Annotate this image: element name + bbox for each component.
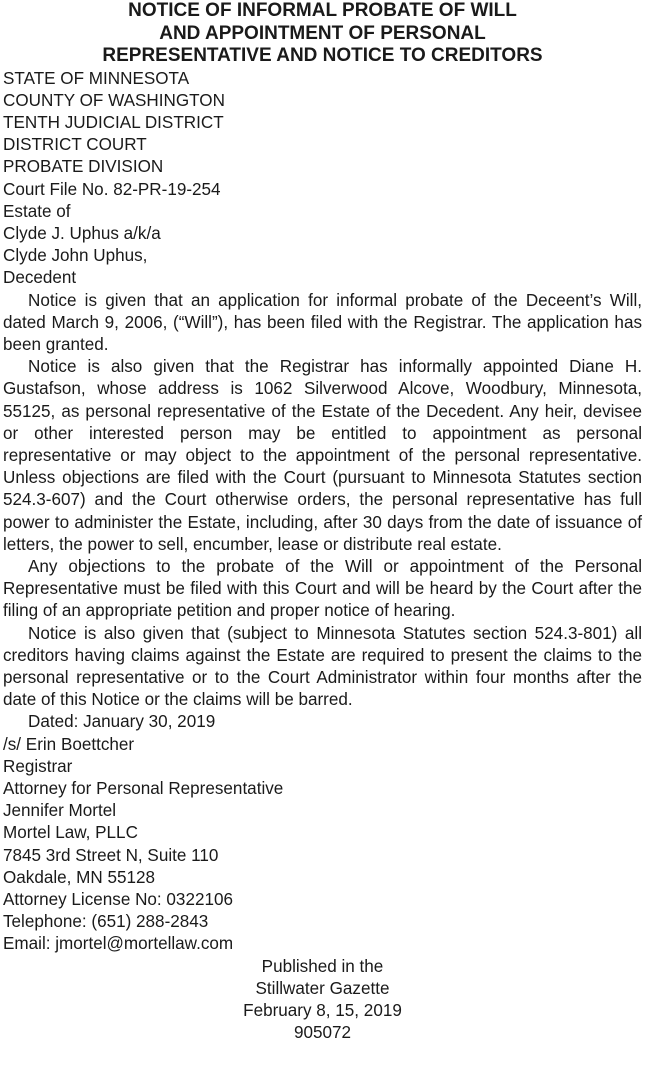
body-paragraph: Notice is also given that the Registrar has informally appointed Diane H. Gustafson, whose address is 1062 Silverwood Alcove, Woodbury, Minnesota, 55125, as personal representative of the Estate of the Decedent. Any heir, devisee or other interested person may be entitled to appointment as personal representative or may object to the appointment of the personal representative. Unless objections are filed with the Court (pursuant to Minnesota Statutes section 524.3-607) and the Court otherwise orders, the personal representative has full power to administer the Estate, including, after 30 days from the date of issuance of letters, the power to sell, encumber, lease or distribute real estate.	[3, 357, 642, 554]
notice-title	[3, 0, 642, 68]
title-line: NOTICE OF INFORMAL PROBATE OF WILL	[128, 0, 517, 21]
signature-line: /s/ Erin Boettcher	[3, 734, 135, 754]
body-paragraph: Any objections to the probate of the Will or appointment of the Personal Representative must be filed with this Court and will be heard by the Court after the filing of an appropriate petition and proper notice of hearing.	[3, 556, 642, 621]
signature-line: Email: jmortel@mortellaw.com	[3, 934, 234, 954]
title-line: AND APPOINTMENT OF PERSONAL	[159, 22, 486, 44]
signature-line: Jennifer Mortel	[3, 801, 117, 821]
dated-line: Dated: January 30, 2019	[28, 712, 216, 732]
publication-line: 905072	[293, 1023, 352, 1043]
signature-line: Attorney License No: 0322106	[3, 890, 233, 910]
case-caption	[3, 68, 642, 290]
caption-line: Decedent	[3, 268, 77, 288]
publication-line: Stillwater Gazette	[255, 978, 390, 998]
body-paragraph: Notice is also given that (subject to Minnesota Statutes section 524.3-801) all creditors having claims against the Estate are required to present the claims to the personal representative or to the Court Administrator within four months after the date of this Notice or the claims will be barred.	[3, 623, 642, 710]
signature-line: Oakdale, MN 55128	[3, 867, 156, 887]
signature-line: Mortel Law, PLLC	[3, 823, 138, 843]
caption-line: DISTRICT COURT	[3, 135, 147, 155]
signature-line: Attorney for Personal Representative	[3, 779, 284, 798]
publication-line: Published in the	[261, 956, 384, 976]
publication-line: February 8, 15, 2019	[243, 1001, 402, 1021]
signature-block	[3, 734, 642, 956]
publication-info	[3, 956, 642, 1045]
body-paragraph: Notice is given that an application for informal probate of the Deceent’s Will, dated March 9, 2006, (“Will”), has been filed with the Registrar. The application has been granted.	[3, 290, 642, 354]
caption-line: STATE OF MINNESOTA	[3, 68, 190, 88]
caption-line: Court File No. 82-PR-19-254	[3, 179, 221, 199]
notice-body	[3, 290, 642, 712]
caption-line: COUNTY OF WASHINGTON	[3, 90, 225, 110]
title-line: REPRESENTATIVE AND NOTICE TO CREDITORS	[102, 45, 543, 66]
caption-line: TENTH JUDICIAL DISTRICT	[3, 112, 224, 132]
caption-line: Estate of	[3, 201, 71, 221]
signature-line: Registrar	[3, 756, 73, 776]
caption-line: Clyde J. Uphus a/k/a	[3, 223, 161, 243]
signature-line: Telephone: (651) 288-2843	[3, 912, 209, 932]
caption-line: PROBATE DIVISION	[3, 157, 164, 177]
signature-line: 7845 3rd Street N, Suite 110	[3, 845, 219, 865]
caption-line: Clyde John Uphus,	[3, 246, 148, 266]
